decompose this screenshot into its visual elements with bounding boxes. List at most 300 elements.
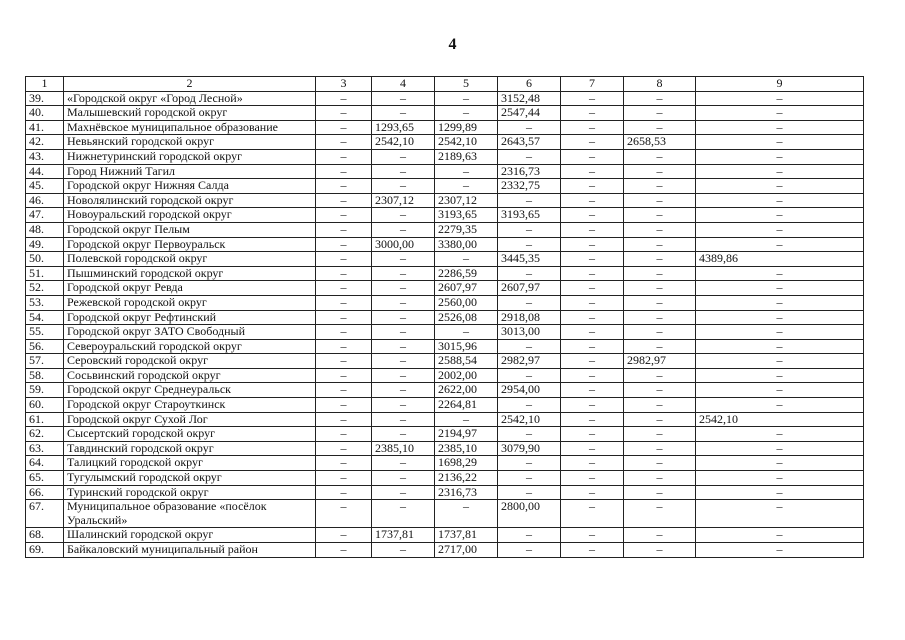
municipality-name-cell: Город Нижний Тагил: [64, 164, 316, 179]
value-cell-col-9: –: [696, 485, 864, 500]
value-cell-col-4: –: [372, 295, 435, 310]
value-cell-col-5: 2385,10: [435, 441, 498, 456]
row-number-cell: 53.: [26, 295, 64, 310]
value-cell-col-7: –: [561, 252, 624, 267]
value-cell-col-3: –: [316, 135, 372, 150]
value-cell-col-5: –: [435, 91, 498, 106]
value-cell-col-8: –: [624, 237, 696, 252]
value-cell-col-6: 3152,48: [498, 91, 561, 106]
value-cell-col-6: –: [498, 339, 561, 354]
value-cell-col-9: –: [696, 354, 864, 369]
row-number-cell: 58.: [26, 368, 64, 383]
value-cell-col-8: –: [624, 398, 696, 413]
municipality-name-cell: Нижнетуринский городской округ: [64, 149, 316, 164]
value-cell-col-3: –: [316, 281, 372, 296]
value-cell-col-7: –: [561, 281, 624, 296]
value-cell-col-9: –: [696, 310, 864, 325]
value-cell-col-9: –: [696, 266, 864, 281]
row-number-cell: 40.: [26, 106, 64, 121]
value-cell-col-6: 3193,65: [498, 208, 561, 223]
value-cell-col-4: –: [372, 368, 435, 383]
value-cell-col-4: 2385,10: [372, 441, 435, 456]
table-header: [26, 77, 864, 92]
municipality-name-cell: Городской округ Сухой Лог: [64, 412, 316, 427]
value-cell-col-5: 2279,35: [435, 222, 498, 237]
row-number-cell: 46.: [26, 193, 64, 208]
row-number-cell: 56.: [26, 339, 64, 354]
column-header-5: 5: [435, 77, 498, 92]
value-cell-col-7: –: [561, 91, 624, 106]
table-row: [26, 222, 864, 237]
value-cell-col-8: –: [624, 500, 696, 528]
value-cell-col-9: –: [696, 193, 864, 208]
table-row: [26, 91, 864, 106]
value-cell-col-4: 1737,81: [372, 528, 435, 543]
value-cell-col-8: –: [624, 252, 696, 267]
value-cell-col-3: –: [316, 325, 372, 340]
value-cell-col-9: –: [696, 528, 864, 543]
value-cell-col-6: –: [498, 222, 561, 237]
value-cell-col-4: –: [372, 471, 435, 486]
column-header-9: 9: [696, 77, 864, 92]
row-number-cell: 42.: [26, 135, 64, 150]
value-cell-col-3: –: [316, 441, 372, 456]
value-cell-col-8: –: [624, 528, 696, 543]
value-cell-col-9: –: [696, 368, 864, 383]
table-row: [26, 325, 864, 340]
value-cell-col-7: –: [561, 149, 624, 164]
value-cell-col-7: –: [561, 500, 624, 528]
municipality-name-cell: Новоуральский городской округ: [64, 208, 316, 223]
value-cell-col-3: –: [316, 528, 372, 543]
value-cell-col-4: –: [372, 222, 435, 237]
value-cell-col-4: –: [372, 485, 435, 500]
value-cell-col-6: 3013,00: [498, 325, 561, 340]
value-cell-col-6: –: [498, 149, 561, 164]
value-cell-col-8: –: [624, 164, 696, 179]
value-cell-col-6: 3079,90: [498, 441, 561, 456]
value-cell-col-5: 2194,97: [435, 427, 498, 442]
value-cell-col-6: 2918,08: [498, 310, 561, 325]
value-cell-col-7: –: [561, 179, 624, 194]
value-cell-col-7: –: [561, 485, 624, 500]
table-row: [26, 295, 864, 310]
value-cell-col-4: –: [372, 281, 435, 296]
value-cell-col-9: –: [696, 179, 864, 194]
value-cell-col-8: –: [624, 383, 696, 398]
value-cell-col-4: –: [372, 398, 435, 413]
table-row: [26, 528, 864, 543]
value-cell-col-3: –: [316, 339, 372, 354]
value-cell-col-4: –: [372, 339, 435, 354]
value-cell-col-8: –: [624, 149, 696, 164]
value-cell-col-6: 2542,10: [498, 412, 561, 427]
table-row: [26, 354, 864, 369]
value-cell-col-5: 2002,00: [435, 368, 498, 383]
value-cell-col-7: –: [561, 164, 624, 179]
value-cell-col-4: –: [372, 427, 435, 442]
value-cell-col-4: –: [372, 325, 435, 340]
value-cell-col-3: –: [316, 456, 372, 471]
value-cell-col-8: –: [624, 193, 696, 208]
value-cell-col-8: –: [624, 485, 696, 500]
value-cell-col-6: 2607,97: [498, 281, 561, 296]
table-row: [26, 471, 864, 486]
value-cell-col-4: 3000,00: [372, 237, 435, 252]
value-cell-col-6: –: [498, 120, 561, 135]
row-number-cell: 54.: [26, 310, 64, 325]
table-row: [26, 149, 864, 164]
value-cell-col-8: –: [624, 91, 696, 106]
value-cell-col-7: –: [561, 441, 624, 456]
value-cell-col-8: –: [624, 412, 696, 427]
value-cell-col-6: 2954,00: [498, 383, 561, 398]
row-number-cell: 51.: [26, 266, 64, 281]
value-cell-col-7: –: [561, 295, 624, 310]
value-cell-col-7: –: [561, 120, 624, 135]
value-cell-col-9: –: [696, 237, 864, 252]
column-header-6: 6: [498, 77, 561, 92]
page-number: 4: [448, 36, 457, 53]
municipality-name-cell: Муниципальное образование «посёлок Уральский»: [64, 500, 316, 528]
value-cell-col-6: –: [498, 266, 561, 281]
table-row: [26, 120, 864, 135]
value-cell-col-4: –: [372, 266, 435, 281]
row-number-cell: 39.: [26, 91, 64, 106]
value-cell-col-5: 2136,22: [435, 471, 498, 486]
value-cell-col-7: –: [561, 456, 624, 471]
value-cell-col-7: –: [561, 427, 624, 442]
value-cell-col-7: –: [561, 106, 624, 121]
row-number-cell: 52.: [26, 281, 64, 296]
value-cell-col-5: –: [435, 106, 498, 121]
tariff-table: [25, 76, 864, 558]
row-number-cell: 55.: [26, 325, 64, 340]
column-header-8: 8: [624, 77, 696, 92]
value-cell-col-6: –: [498, 456, 561, 471]
value-cell-col-9: –: [696, 339, 864, 354]
value-cell-col-3: –: [316, 193, 372, 208]
value-cell-col-7: –: [561, 135, 624, 150]
value-cell-col-5: 2286,59: [435, 266, 498, 281]
value-cell-col-3: –: [316, 222, 372, 237]
value-cell-col-5: 2189,63: [435, 149, 498, 164]
value-cell-col-8: –: [624, 295, 696, 310]
row-number-cell: 63.: [26, 441, 64, 456]
table-row: [26, 281, 864, 296]
table-row: [26, 266, 864, 281]
value-cell-col-7: –: [561, 543, 624, 558]
value-cell-col-4: –: [372, 354, 435, 369]
value-cell-col-8: –: [624, 339, 696, 354]
value-cell-col-5: 2560,00: [435, 295, 498, 310]
row-number-cell: 69.: [26, 543, 64, 558]
value-cell-col-6: 2982,97: [498, 354, 561, 369]
value-cell-col-3: –: [316, 237, 372, 252]
value-cell-col-9: –: [696, 543, 864, 558]
value-cell-col-7: –: [561, 528, 624, 543]
value-cell-col-3: –: [316, 383, 372, 398]
row-number-cell: 57.: [26, 354, 64, 369]
table-row: [26, 441, 864, 456]
value-cell-col-7: –: [561, 325, 624, 340]
value-cell-col-9: –: [696, 222, 864, 237]
value-cell-col-4: –: [372, 164, 435, 179]
value-cell-col-6: –: [498, 398, 561, 413]
value-cell-col-6: 2643,57: [498, 135, 561, 150]
municipality-name-cell: Шалинский городской округ: [64, 528, 316, 543]
value-cell-col-6: –: [498, 237, 561, 252]
value-cell-col-9: –: [696, 383, 864, 398]
value-cell-col-3: –: [316, 208, 372, 223]
row-number-cell: 50.: [26, 252, 64, 267]
value-cell-col-4: –: [372, 412, 435, 427]
value-cell-col-7: –: [561, 471, 624, 486]
municipality-name-cell: Городской округ Первоуральск: [64, 237, 316, 252]
municipality-name-cell: Городской округ Нижняя Салда: [64, 179, 316, 194]
value-cell-col-4: –: [372, 179, 435, 194]
table-row: [26, 252, 864, 267]
value-cell-col-8: –: [624, 222, 696, 237]
value-cell-col-4: 1293,65: [372, 120, 435, 135]
column-header-4: 4: [372, 77, 435, 92]
table-row: [26, 310, 864, 325]
value-cell-col-5: 2717,00: [435, 543, 498, 558]
row-number-cell: 65.: [26, 471, 64, 486]
row-number-cell: 43.: [26, 149, 64, 164]
value-cell-col-8: –: [624, 441, 696, 456]
value-cell-col-9: –: [696, 106, 864, 121]
municipality-name-cell: Городской округ Ревда: [64, 281, 316, 296]
value-cell-col-3: –: [316, 354, 372, 369]
value-cell-col-6: 2316,73: [498, 164, 561, 179]
table-row: [26, 106, 864, 121]
value-cell-col-9: –: [696, 427, 864, 442]
value-cell-col-6: 2332,75: [498, 179, 561, 194]
municipality-name-cell: Серовский городской округ: [64, 354, 316, 369]
table-row: [26, 135, 864, 150]
value-cell-col-6: –: [498, 368, 561, 383]
value-cell-col-7: –: [561, 383, 624, 398]
value-cell-col-9: –: [696, 91, 864, 106]
value-cell-col-7: –: [561, 339, 624, 354]
value-cell-col-8: –: [624, 120, 696, 135]
municipality-name-cell: Тавдинский городской округ: [64, 441, 316, 456]
value-cell-col-8: –: [624, 427, 696, 442]
column-header-3: 3: [316, 77, 372, 92]
value-cell-col-9: –: [696, 120, 864, 135]
value-cell-col-4: 2542,10: [372, 135, 435, 150]
value-cell-col-3: –: [316, 149, 372, 164]
value-cell-col-3: –: [316, 471, 372, 486]
municipality-name-cell: Махнёвское муниципальное образование: [64, 120, 316, 135]
value-cell-col-3: –: [316, 500, 372, 528]
value-cell-col-4: –: [372, 310, 435, 325]
value-cell-col-3: –: [316, 106, 372, 121]
row-number-cell: 44.: [26, 164, 64, 179]
value-cell-col-8: –: [624, 281, 696, 296]
value-cell-col-9: –: [696, 325, 864, 340]
value-cell-col-8: 2982,97: [624, 354, 696, 369]
value-cell-col-3: –: [316, 266, 372, 281]
value-cell-col-6: 2547,44: [498, 106, 561, 121]
value-cell-col-7: –: [561, 237, 624, 252]
value-cell-col-3: –: [316, 295, 372, 310]
value-cell-col-4: –: [372, 252, 435, 267]
value-cell-col-3: –: [316, 427, 372, 442]
table-row: [26, 412, 864, 427]
value-cell-col-7: –: [561, 310, 624, 325]
value-cell-col-5: –: [435, 179, 498, 194]
value-cell-col-4: –: [372, 106, 435, 121]
value-cell-col-8: –: [624, 106, 696, 121]
value-cell-col-6: –: [498, 485, 561, 500]
table-row: [26, 339, 864, 354]
municipality-name-cell: Полевской городской округ: [64, 252, 316, 267]
table-row: [26, 456, 864, 471]
value-cell-col-4: –: [372, 383, 435, 398]
value-cell-col-7: –: [561, 266, 624, 281]
value-cell-col-5: 2542,10: [435, 135, 498, 150]
municipality-name-cell: «Городской округ «Город Лесной»: [64, 91, 316, 106]
municipality-name-cell: Новолялинский городской округ: [64, 193, 316, 208]
municipality-name-cell: Тугулымский городской округ: [64, 471, 316, 486]
value-cell-col-3: –: [316, 368, 372, 383]
value-cell-col-3: –: [316, 398, 372, 413]
municipality-name-cell: Городской округ Рефтинский: [64, 310, 316, 325]
value-cell-col-3: –: [316, 179, 372, 194]
value-cell-col-9: –: [696, 456, 864, 471]
value-cell-col-9: –: [696, 295, 864, 310]
value-cell-col-8: –: [624, 543, 696, 558]
table-row: [26, 164, 864, 179]
value-cell-col-4: –: [372, 500, 435, 528]
row-number-cell: 60.: [26, 398, 64, 413]
row-number-cell: 49.: [26, 237, 64, 252]
value-cell-col-5: –: [435, 164, 498, 179]
value-cell-col-5: 2607,97: [435, 281, 498, 296]
municipality-name-cell: Городской округ Староуткинск: [64, 398, 316, 413]
value-cell-col-4: –: [372, 208, 435, 223]
value-cell-col-6: 3445,35: [498, 252, 561, 267]
table-row: [26, 427, 864, 442]
value-cell-col-5: 2264,81: [435, 398, 498, 413]
value-cell-col-5: –: [435, 500, 498, 528]
value-cell-col-6: –: [498, 528, 561, 543]
value-cell-col-9: –: [696, 500, 864, 528]
table-row: [26, 208, 864, 223]
value-cell-col-5: 1698,29: [435, 456, 498, 471]
value-cell-col-6: –: [498, 543, 561, 558]
value-cell-col-7: –: [561, 208, 624, 223]
value-cell-col-4: –: [372, 149, 435, 164]
value-cell-col-9: –: [696, 149, 864, 164]
value-cell-col-9: –: [696, 441, 864, 456]
municipality-name-cell: Городской округ ЗАТО Свободный: [64, 325, 316, 340]
value-cell-col-7: –: [561, 412, 624, 427]
value-cell-col-6: –: [498, 427, 561, 442]
value-cell-col-5: –: [435, 412, 498, 427]
value-cell-col-6: –: [498, 471, 561, 486]
value-cell-col-8: –: [624, 456, 696, 471]
value-cell-col-6: 2800,00: [498, 500, 561, 528]
value-cell-col-3: –: [316, 91, 372, 106]
value-cell-col-5: 2526,08: [435, 310, 498, 325]
table-row: [26, 500, 864, 528]
municipality-name-cell: Североуральский городской округ: [64, 339, 316, 354]
value-cell-col-9: 2542,10: [696, 412, 864, 427]
row-number-cell: 48.: [26, 222, 64, 237]
header-row: [26, 77, 864, 92]
municipality-name-cell: Городской округ Пелым: [64, 222, 316, 237]
value-cell-col-4: 2307,12: [372, 193, 435, 208]
value-cell-col-7: –: [561, 222, 624, 237]
value-cell-col-9: –: [696, 164, 864, 179]
value-cell-col-7: –: [561, 354, 624, 369]
value-cell-col-9: 4389,86: [696, 252, 864, 267]
table-row: [26, 193, 864, 208]
table-row: [26, 179, 864, 194]
value-cell-col-8: –: [624, 208, 696, 223]
row-number-cell: 64.: [26, 456, 64, 471]
value-cell-col-5: 3193,65: [435, 208, 498, 223]
municipality-name-cell: Городской округ Среднеуральск: [64, 383, 316, 398]
value-cell-col-4: –: [372, 91, 435, 106]
value-cell-col-6: –: [498, 295, 561, 310]
value-cell-col-9: –: [696, 281, 864, 296]
municipality-name-cell: Талицкий городской округ: [64, 456, 316, 471]
row-number-cell: 61.: [26, 412, 64, 427]
value-cell-col-5: –: [435, 252, 498, 267]
value-cell-col-7: –: [561, 398, 624, 413]
value-cell-col-3: –: [316, 252, 372, 267]
row-number-cell: 66.: [26, 485, 64, 500]
value-cell-col-3: –: [316, 543, 372, 558]
row-number-cell: 59.: [26, 383, 64, 398]
row-number-cell: 41.: [26, 120, 64, 135]
value-cell-col-8: –: [624, 471, 696, 486]
municipality-name-cell: Пышминский городской округ: [64, 266, 316, 281]
value-cell-col-8: –: [624, 310, 696, 325]
municipality-name-cell: Байкаловский муниципальный район: [64, 543, 316, 558]
value-cell-col-9: –: [696, 135, 864, 150]
row-number-cell: 68.: [26, 528, 64, 543]
row-number-cell: 67.: [26, 500, 64, 528]
value-cell-col-8: –: [624, 179, 696, 194]
table-body: [26, 91, 864, 557]
municipality-name-cell: Малышевский городской округ: [64, 106, 316, 121]
table-row: [26, 398, 864, 413]
value-cell-col-5: 3015,96: [435, 339, 498, 354]
column-header-7: 7: [561, 77, 624, 92]
value-cell-col-9: –: [696, 208, 864, 223]
value-cell-col-8: –: [624, 325, 696, 340]
table-row: [26, 237, 864, 252]
value-cell-col-9: –: [696, 471, 864, 486]
municipality-name-cell: Сысертский городской округ: [64, 427, 316, 442]
value-cell-col-5: 2316,73: [435, 485, 498, 500]
value-cell-col-8: –: [624, 266, 696, 281]
value-cell-col-9: –: [696, 398, 864, 413]
value-cell-col-6: –: [498, 193, 561, 208]
value-cell-col-8: 2658,53: [624, 135, 696, 150]
value-cell-col-3: –: [316, 120, 372, 135]
value-cell-col-5: 1299,89: [435, 120, 498, 135]
municipality-name-cell: Туринский городской округ: [64, 485, 316, 500]
table-row: [26, 368, 864, 383]
value-cell-col-5: 3380,00: [435, 237, 498, 252]
value-cell-col-3: –: [316, 412, 372, 427]
